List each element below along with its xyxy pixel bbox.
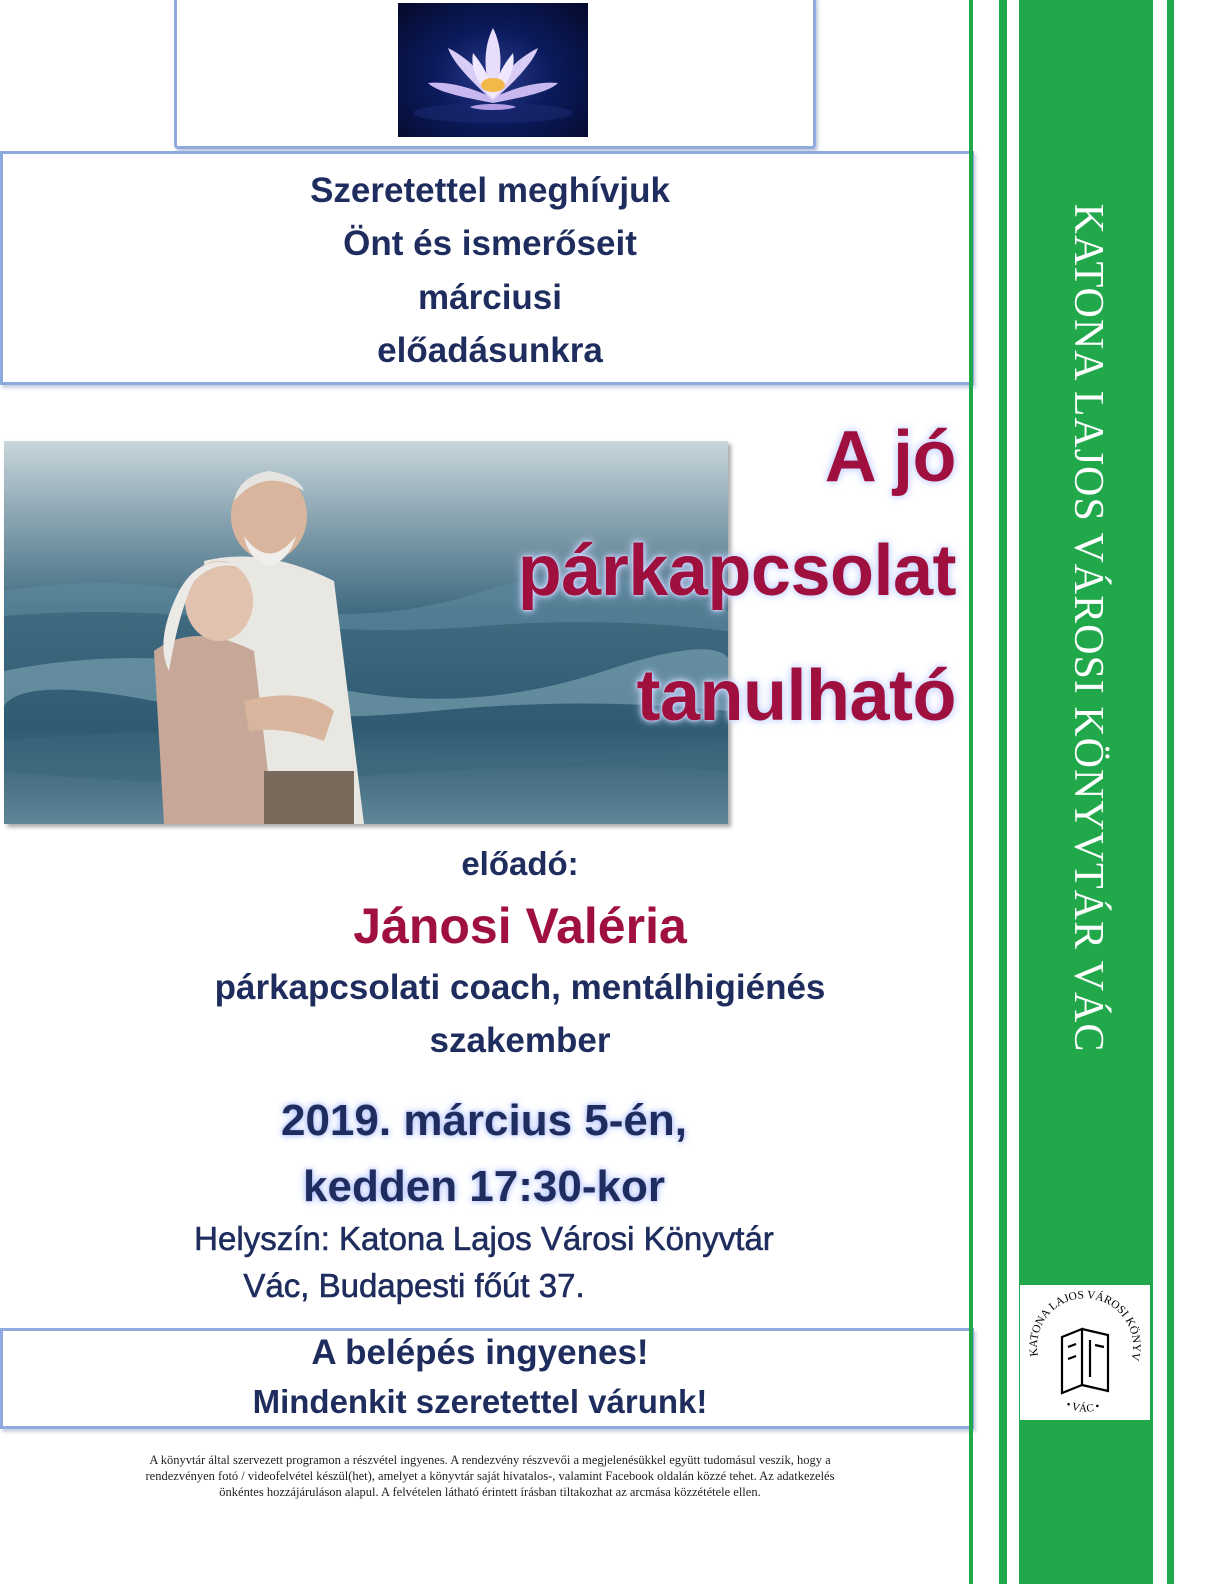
library-logo	[1020, 1285, 1150, 1420]
logo-top-text: KATONA LAJOS VÁROSI KÖNYV	[1027, 1289, 1143, 1362]
invite-line-3: márciusi	[418, 278, 562, 317]
disclaimer-line-3: önkéntes hozzájáruláson alapul. A felvételen látható érintett írásban tiltakozhat az arcmása közzététele ellen.	[219, 1485, 761, 1499]
invite-line-4: előadásunkra	[377, 331, 603, 370]
entry-line-2: Mindenkit szeretettel várunk!	[252, 1383, 708, 1420]
green-divider-medium	[999, 0, 1007, 1584]
disclaimer-line-1: A könyvtár által szervezett programon a részvétel ingyenes. A rendezvény részvevői a megjelenésükkel együtt tudomásul veszik, hogy a	[149, 1453, 831, 1467]
svg-text:• VÁC •	[1064, 1399, 1102, 1415]
invite-line-2: Önt és ismerőseit	[343, 224, 637, 263]
elderly-couple-photo	[4, 441, 728, 824]
event-venue-line-2: Vác, Budapesti főút 37.	[243, 1267, 585, 1304]
invite-line-1: Szeretettel meghívjuk	[310, 171, 670, 210]
library-band-text: KATONA LAJOS VÁROSI KÖNYVTÁR VÁC	[1065, 203, 1111, 1053]
speaker-label: előadó:	[461, 845, 579, 882]
event-venue-line-1: Helyszín: Katona Lajos Városi Könyvtár	[194, 1220, 774, 1257]
speaker-name: Jánosi Valéria	[353, 898, 687, 954]
title-line-2: párkapcsolat	[517, 531, 956, 611]
speaker-role-line-1: párkapcsolati coach, mentálhigiénés	[214, 968, 826, 1007]
green-divider-thin	[969, 0, 973, 1584]
entry-line-1: A belépés ingyenes!	[311, 1333, 649, 1372]
disclaimer-line-2: rendezvényen fotó / videofelvétel készül(het), amelyet a könyvtár saját hivatalos-, valamint Facebook oldalán közzé tehet. Az adatkezelés	[145, 1469, 835, 1483]
disclaimer-text	[40, 1452, 940, 1500]
speaker-role-line-2: szakember	[429, 1021, 611, 1060]
green-divider-right	[1167, 0, 1174, 1584]
title-line-3: tanulható	[636, 656, 956, 736]
event-date: 2019. március 5-én,	[280, 1096, 687, 1145]
logo-bottom-text: • VÁC •	[1063, 1398, 1102, 1415]
lotus-flower-image	[398, 3, 588, 137]
event-time: kedden 17:30-kor	[303, 1162, 665, 1211]
title-line-1: A jó	[824, 417, 956, 497]
